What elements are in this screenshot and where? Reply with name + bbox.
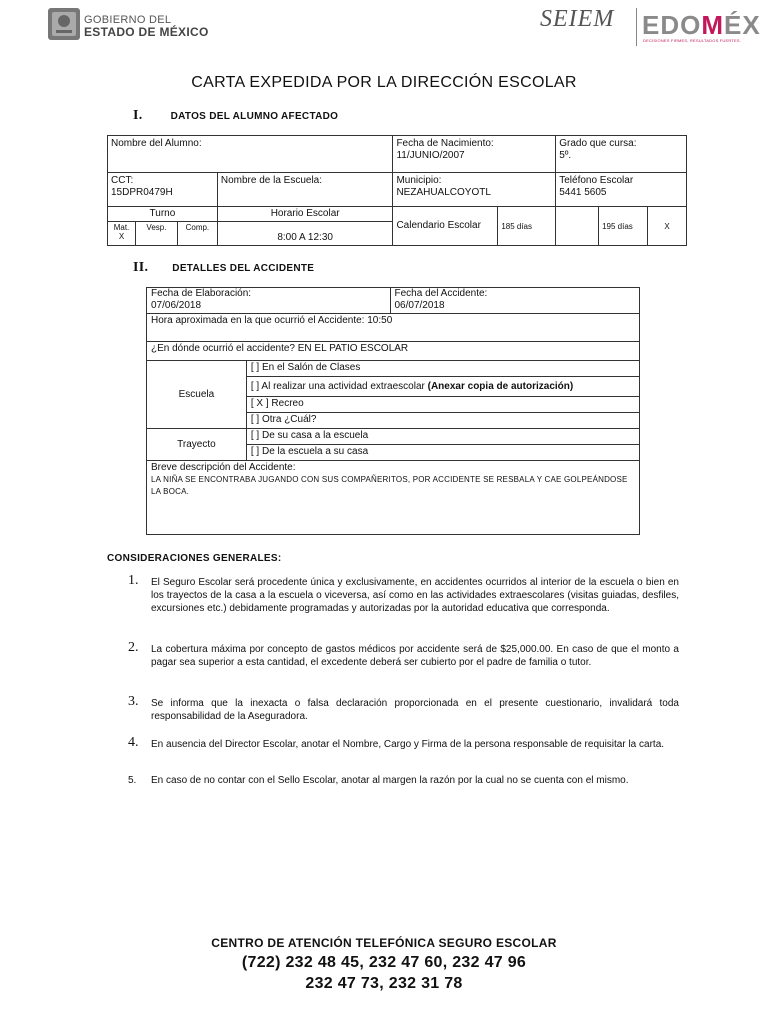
vesp-label: Vesp.: [146, 223, 167, 232]
school-cell: [217, 173, 393, 207]
horario-header: Horario Escolar: [217, 207, 393, 222]
grade-label: Grado que cursa:: [559, 138, 637, 149]
description-value: LA NIÑA SE ENCONTRABA JUGANDO CON SUS COMPAÑERITOS, POR ACCIDENTE SE RESBALA Y CAE GOLPEÁNDOSE LA BOCA.: [151, 475, 628, 496]
option-extraescolar-note: (Anexar copia de autorización): [427, 380, 574, 392]
consideration-number: 4.: [128, 735, 139, 750]
accident-date-value: 06/07/2018: [394, 300, 445, 311]
birth-label: Fecha de Nacimiento:: [396, 138, 494, 149]
footer-phones-2: 232 47 73, 232 31 78: [305, 975, 463, 992]
option-salon: [ ] En el Salón de Clases: [246, 361, 639, 377]
consideration-item: [128, 774, 679, 787]
municipality-cell: [393, 173, 556, 207]
grade-value: 5º.: [559, 150, 572, 161]
footer-call-center: CENTRO DE ATENCIÓN TELEFÓNICA SEGURO ESCOLAR: [211, 936, 557, 950]
elaboration-date-cell: [147, 288, 391, 314]
calendario-195-mark: X: [648, 207, 687, 246]
school-label: Nombre de la Escuela:: [220, 175, 323, 186]
option-otra: [ ] Otra ¿Cuál?: [246, 413, 639, 429]
option-escuela-casa: [ ] De la escuela a su casa: [246, 445, 639, 461]
grade-cell: [556, 136, 687, 173]
document-title: CARTA EXPEDIDA POR LA DIRECCIÓN ESCOLAR: [191, 74, 577, 91]
footer-phones-1: (722) 232 48 45, 232 47 60, 232 47 96: [241, 954, 527, 971]
turno-comp-cell: [177, 222, 217, 246]
accident-date-cell: [390, 288, 640, 314]
edomex-m: M: [701, 10, 725, 40]
cct-cell: [108, 173, 218, 207]
consideration-text: Se informa que la inexacta o falsa declaración proporcionada en el presente cuestionario, invalidará toda responsabilidad de la Aseguradora.: [151, 698, 679, 722]
section1-label: DATOS DEL ALUMNO AFECTADO: [170, 111, 339, 122]
edomex-tagline: DECISIONES FIRMES, RESULTADOS FUERTES.: [643, 38, 742, 43]
edomex-a: EDO: [642, 10, 702, 40]
section1-heading: [133, 108, 338, 124]
comp-label: Comp.: [185, 223, 210, 232]
calendario-label: Calendario Escolar: [393, 207, 498, 246]
escuela-label: Escuela: [147, 361, 247, 429]
birth-value: 11/JUNIO/2007: [396, 150, 465, 161]
option-extraescolar: [246, 377, 639, 397]
accident-details-table: [146, 287, 640, 535]
turno-vesp-cell: [135, 222, 177, 246]
calendario-185-mark: [556, 207, 599, 246]
phone-value: 5441 5605: [559, 187, 607, 198]
consideration-item: [128, 640, 679, 669]
edomex-b: ÉX: [724, 10, 761, 40]
elaboration-value: 07/06/2018: [151, 300, 202, 311]
trayecto-label: Trayecto: [147, 429, 247, 461]
gov-line2: ESTADO DE MÉXICO: [84, 25, 209, 39]
option-recreo: [ X ] Recreo: [246, 397, 639, 413]
elaboration-label: Fecha de Elaboración:: [151, 288, 252, 299]
phone-label: Teléfono Escolar: [559, 175, 634, 186]
consideration-number: 2.: [128, 640, 139, 655]
section2-heading: [133, 260, 314, 276]
calendario-185: 185 días: [498, 207, 556, 246]
consideration-text: La cobertura máxima por concepto de gastos médicos por accidente será de $25,000.00. En caso de que el monto a pagar sea superior a esta cantidad, el excedente deberá ser cubierto por el padre de familia o tutor.: [151, 644, 679, 668]
phone-cell: [556, 173, 687, 207]
consideration-item: [128, 694, 679, 723]
cct-value: 15DPR0479H: [111, 187, 173, 198]
accident-date-label: Fecha del Accidente:: [394, 288, 488, 299]
turno-mat-cell: [108, 222, 136, 246]
section1-number: I.: [133, 108, 143, 123]
seiem-logo: SEIEM: [540, 6, 615, 32]
section2-label: DETALLES DEL ACCIDENTE: [172, 263, 315, 274]
student-data-table: [107, 135, 687, 246]
mat-label: Mat.: [113, 223, 130, 232]
horario-value: 8:00 A 12:30: [217, 222, 393, 246]
government-logo-text: [84, 14, 209, 38]
description-cell: [147, 461, 640, 535]
consideration-item: [128, 735, 679, 751]
name-label: Nombre del Alumno:: [111, 138, 202, 149]
consideration-text: En ausencia del Director Escolar, anotar el Nombre, Cargo y Firma de la persona responsable de requisitar la carta.: [151, 739, 665, 750]
consideration-text: El Seguro Escolar será procedente única y exclusivamente, en accidentes ocurridos al interior de la escuela o bien en los trayectos de la casa a la escuela o viceversa, así como en las actividades extraescolares (visitas guiadas, desfiles, excursiones etc.) debidamente programadas y autorizadas por la autoridad educativa que corresponda.: [151, 577, 679, 614]
municipality-label: Municipio:: [396, 175, 442, 186]
logo-divider: [636, 8, 637, 46]
municipality-value: NEZAHUALCOYOTL: [396, 187, 491, 198]
option-casa-escuela: [ ] De su casa a la escuela: [246, 429, 639, 445]
state-seal-icon: [46, 6, 82, 42]
birth-cell: [393, 136, 556, 173]
calendario-195: 195 días: [599, 207, 648, 246]
section2-number: II.: [133, 260, 149, 275]
turno-header: Turno: [108, 207, 218, 222]
option-extraescolar-text: [ ] Al realizar una actividad extraescolar: [250, 380, 428, 392]
consideration-number: 5.: [128, 775, 137, 786]
cct-label: CCT:: [111, 175, 134, 186]
consideration-number: 1.: [128, 573, 139, 588]
mat-value: X: [118, 232, 125, 241]
gov-line1: GOBIERNO DEL: [84, 14, 172, 26]
consideration-item: [128, 573, 679, 615]
consideration-number: 3.: [128, 694, 139, 709]
edomex-logo: [642, 10, 761, 41]
accident-hour: Hora aproximada en la que ocurrió el Accidente: 10:50: [147, 314, 640, 342]
description-label: Breve descripción del Accidente:: [151, 462, 296, 473]
accident-location: ¿En dónde ocurrió el accidente? EN EL PATIO ESCOLAR: [147, 342, 640, 361]
consideration-text: En caso de no contar con el Sello Escolar, anotar al margen la razón por la cual no se cuenta con el mismo.: [151, 775, 629, 786]
considerations-title: CONSIDERACIONES GENERALES:: [107, 553, 282, 564]
name-cell: [108, 136, 393, 173]
